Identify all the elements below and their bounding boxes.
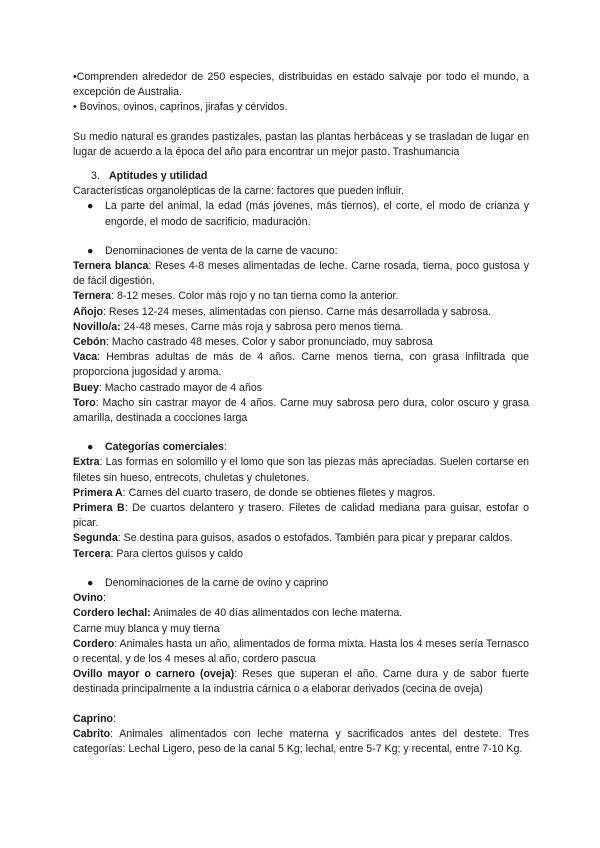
- sep: :: [110, 727, 114, 740]
- definition: Carnes del cuarto trasero, de donde se obtienes filetes y magros.: [125, 486, 436, 499]
- section-3-heading: [73, 169, 529, 184]
- sep: :: [99, 456, 103, 469]
- sep: :: [117, 532, 121, 545]
- habitat-paragraph: Su medio natural es grandes pastizales, pastan las plantas herbáceas y se trasladan de lugar en lugar de acuerdo a la época del año para encontrar un mejor pasto. Trashumancia: [73, 130, 529, 158]
- definition: Macho castrado 48 meses. Color y sabor pronunciado, muy sabrosa: [108, 336, 433, 349]
- term: Cordero: [73, 637, 115, 650]
- bullet-icon: ●: [87, 576, 94, 589]
- def-buey: [73, 381, 529, 396]
- term: Tercera: [73, 547, 111, 560]
- term: Buey: [73, 381, 99, 394]
- intro-line-families: • Bovinos, ovinos, caprinos, jirafas y cérvidos.: [73, 101, 288, 114]
- sep: :: [111, 290, 115, 303]
- term: Segunda: [73, 532, 118, 545]
- def-cordero: [73, 637, 529, 667]
- term: Caprino: [73, 712, 114, 725]
- definition: 24-48 meses. Carne más roja y sabrosa pero menos tierna.: [120, 320, 404, 333]
- definition: Reses 12-24 meses, alimentadas con pienso. Carne más desarrollada y sabrosa.: [105, 305, 492, 318]
- def-cebon: [73, 335, 529, 350]
- cat-primera-b: [73, 501, 529, 531]
- document-page: [73, 70, 529, 757]
- bullet-factors-text: La parte del animal, la edad (más jóvenes, más tiernos), el corte, el modo de crianza y engorde, el modo de sacrificio, maduración.: [105, 200, 529, 228]
- bullet-factors: [73, 199, 529, 229]
- section-3-title: Aptitudes y utilidad: [109, 170, 208, 183]
- term: Ternera blanca: [73, 260, 149, 273]
- definition: De cuartos delantero y trasero. Filetes de calidad mediana para guisar, estofar o picar.: [73, 502, 529, 530]
- ovino-heading: [73, 576, 529, 591]
- bullet-icon: ●: [87, 441, 94, 454]
- cat-segunda: [73, 531, 529, 546]
- sep: :: [122, 486, 126, 499]
- intro-line-species: •Comprenden alrededor de 250 especies, distribuidas en estado salvaje por todo el mundo, a excepción de Australia.: [73, 71, 529, 99]
- definition: Se destina para guisos, asados o estofados. También para picar y preparar caldos.: [120, 532, 513, 545]
- def-cabrito: [73, 727, 529, 757]
- definition: Macho sin castrar mayor de 4 años. Carne muy sabrosa pero dura, color oscuro y grasa amarilla, destinada a cocciones larga: [73, 396, 529, 425]
- vacuno-heading: [73, 244, 529, 259]
- sep: :: [124, 502, 128, 515]
- term: Ovino: [73, 592, 104, 605]
- cat-primera-a: [73, 486, 529, 501]
- sep: :: [234, 668, 238, 681]
- definition: Las formas en solomillo y el lomo que son las piezas más apreciadas. Suelen cortarse en filetes sin hueso, entrecots, chuletas y chuletones.: [73, 456, 529, 484]
- term: Ternera: [73, 290, 112, 303]
- sep: :: [97, 351, 101, 364]
- sep: :: [105, 336, 109, 349]
- ovino-heading-text: Denominaciones de la carne de ovino y caprino: [105, 576, 329, 589]
- section-3-number: 3.: [91, 170, 100, 183]
- vacuno-heading-text: Denominaciones de venta de la carne de vacuno:: [105, 244, 338, 257]
- sep: :: [148, 260, 152, 273]
- definition: Macho castrado mayor de 4 años: [101, 381, 263, 394]
- colon: :: [223, 441, 227, 454]
- definition: Animales hasta un año, alimentados de forma mixta. Hasta los 4 meses sería Ternasco o recental, y de los 4 meses al año, cordero pascua: [73, 637, 529, 665]
- def-novillo: [73, 320, 529, 335]
- section-3-subtitle: Características organolépticas de la carne: factores que pueden influir.: [73, 185, 404, 198]
- sep: :: [110, 547, 114, 560]
- colon: :: [103, 592, 106, 605]
- term: Vaca: [73, 351, 98, 364]
- def-vaca: [73, 350, 529, 380]
- sep: :: [95, 396, 99, 409]
- sep: :: [114, 637, 118, 650]
- definition: Hembras adultas de más de 4 años. Carne menos tierna, con grasa infiltrada que proporciona jugosidad y aroma.: [73, 351, 529, 379]
- term: Cebón: [73, 336, 106, 349]
- term: Ovillo mayor o carnero (oveja): [73, 668, 235, 681]
- def-cordero-lechal-2: Carne muy blanca y muy tierna: [73, 622, 220, 635]
- definition: Para ciertos guisos y caldo: [113, 547, 243, 560]
- sep: :: [103, 305, 106, 318]
- term: Extra: [73, 456, 100, 469]
- def-ovillo: [73, 667, 529, 697]
- definition: Reses 4-8 meses alimentadas de leche. Carne rosada, tierna, poco gustosa y de fácil digestión.: [73, 260, 529, 288]
- def-toro: [73, 396, 529, 426]
- ovino-label: [73, 591, 529, 606]
- def-cordero-lechal: [73, 606, 529, 621]
- term: Primera B: [73, 502, 125, 515]
- def-ternera: [73, 289, 529, 304]
- bullet-icon: ●: [87, 244, 94, 257]
- term: Primera A: [73, 486, 123, 499]
- def-ternera-blanca: [73, 259, 529, 289]
- definition: 8-12 meses. Color más rojo y no tan tierna como la anterior.: [114, 290, 399, 303]
- term: Novillo/a:: [73, 320, 121, 333]
- definition: Animales de 40 días alimentados con leche materna.: [150, 607, 403, 620]
- cat-tercera: [73, 547, 529, 562]
- term: Añojo: [73, 305, 104, 318]
- sep: :: [98, 381, 102, 394]
- term: Toro: [73, 396, 96, 409]
- bullet-icon: ●: [87, 200, 94, 213]
- cat-extra: [73, 455, 529, 485]
- definition: Animales alimentados con leche materna y sacrificados antes del destete. Tres categorías: Lechal Ligero, peso de la canal 5 Kg; lechal, entre 5-7 Kg; y recental, entre 7-10 Kg.: [73, 727, 529, 755]
- definition: Reses que superan el año. Carne dura y de sabor fuerte destinada principalmente a la industria cárnica o a elaborar derivados (cecina de oveja): [73, 668, 530, 696]
- term: Cordero lechal:: [73, 607, 151, 620]
- def-anojo: [73, 305, 529, 320]
- categorias-heading-text: Categorías comerciales: [105, 441, 224, 454]
- colon: :: [113, 712, 116, 725]
- caprino-label: [73, 712, 529, 727]
- term: Cabrito: [73, 727, 111, 740]
- categorias-heading: [73, 440, 529, 455]
